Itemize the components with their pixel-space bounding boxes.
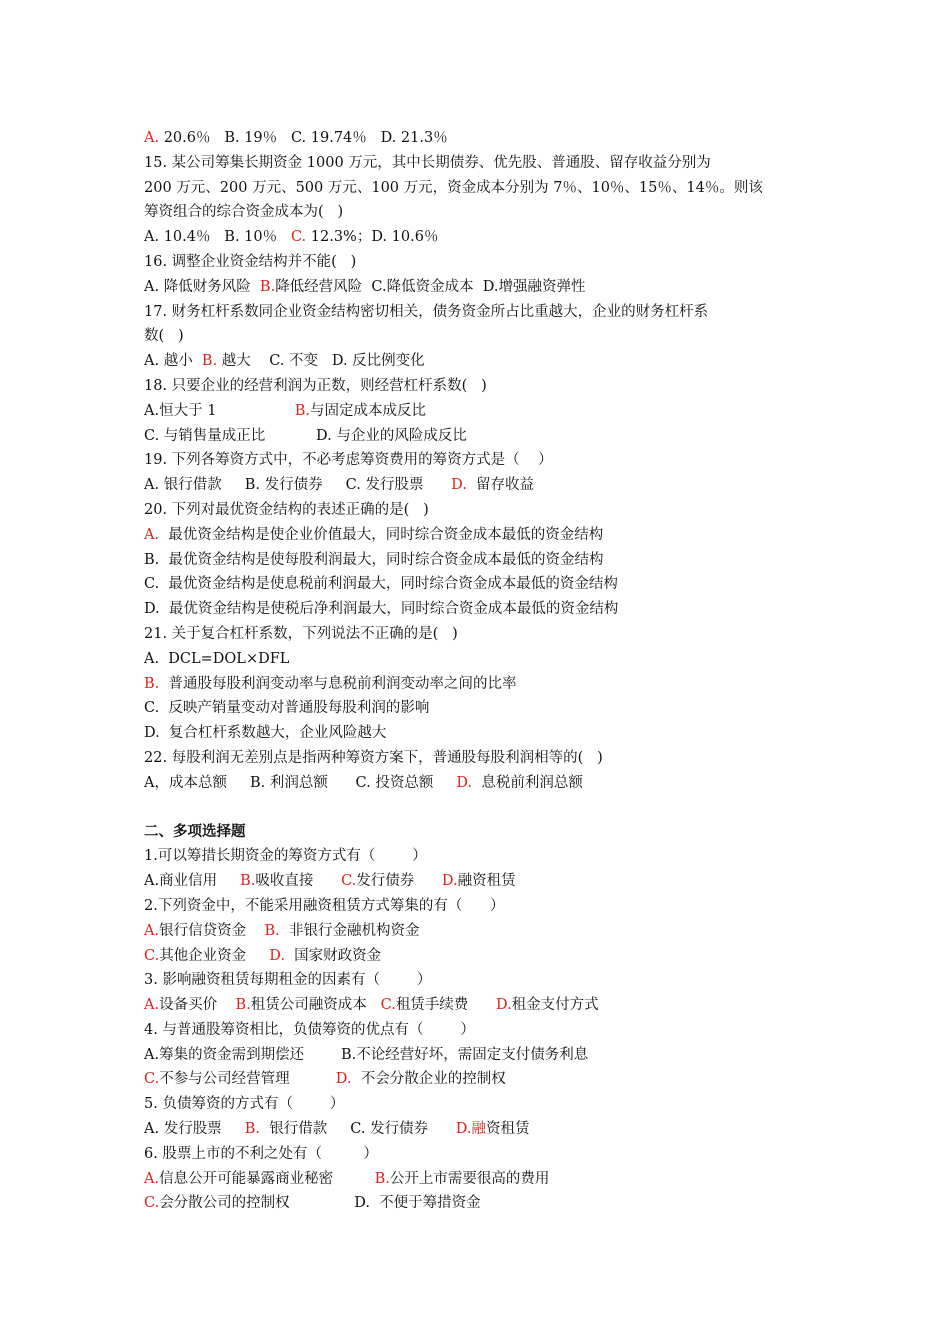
line-text: 普通股每股利润变动率与息税前利润变动率之间的比率 — [159, 675, 517, 692]
answer-marker: B. — [264, 922, 280, 939]
text-line — [144, 1092, 824, 1117]
line-text: A.恒大于 1 — [144, 402, 295, 419]
line-text: 不会分散企业的控制权 — [351, 1071, 506, 1088]
line-text: A，成本总额 B. 利润总额 C. 投资总额 — [144, 774, 457, 791]
line-text: D. 最优资金结构是使税后净利润最大，同时综合资金成本最低的资金结构 — [144, 601, 619, 618]
text-line — [144, 1142, 824, 1167]
line-text: 不参与公司经营管理 — [159, 1071, 336, 1088]
answer-marker: C. — [380, 997, 396, 1014]
line-text: 17. 财务杠杆系数同企业资金结构密切相关，债务资金所占比重越大，企业的财务杠杆系 — [144, 303, 709, 320]
line-text: A. 发行股票 — [144, 1121, 245, 1138]
answer-marker: D. — [495, 997, 512, 1014]
multiple-choice-section — [144, 844, 824, 1216]
answer-marker: C. — [144, 947, 160, 964]
line-text: 息税前利润总额 — [472, 774, 583, 791]
line-text: A.筹集的资金需到期偿还 B.不论经营好坏，需固定支付债务利息 — [144, 1046, 589, 1063]
text-line — [144, 597, 824, 622]
text-line — [144, 448, 824, 473]
text-line — [144, 424, 824, 449]
text-line — [144, 200, 824, 225]
line-text: 资租赁 — [485, 1121, 530, 1138]
text-line — [144, 399, 824, 424]
line-text: 设备买价 — [159, 997, 236, 1014]
line-text: A. 越小 — [144, 353, 202, 370]
line-text: 20.6％ B. 19％ C. 19.74％ D. 21.3％ — [159, 130, 448, 146]
line-text: A. 10.4％ B. 10％ — [144, 229, 291, 246]
text-line — [144, 523, 824, 548]
line-text: 数( ) — [144, 328, 184, 345]
line-text: 会分散公司的控制权 D. 不便于筹措资金 — [159, 1195, 481, 1212]
answer-marker: A. — [144, 922, 160, 939]
line-text: C. 最优资金结构是使息税前利润最大，同时综合资金成本最低的资金结构 — [144, 576, 618, 593]
line-text: 信息公开可能暴露商业秘密 — [159, 1170, 375, 1187]
answer-marker: C. — [341, 873, 357, 890]
text-line — [144, 869, 824, 894]
answer-marker: C. — [144, 1195, 160, 1212]
answer-marker: C. — [144, 1071, 160, 1088]
line-text: 留存收益 — [466, 477, 535, 494]
line-text: 16. 调整企业资金结构并不能( ) — [144, 253, 357, 270]
line-text: 租金支付方式 — [511, 997, 599, 1014]
section-gap — [144, 796, 824, 820]
answer-marker: A. — [144, 526, 160, 543]
line-text: A. DCL=DOL×DFL — [144, 650, 290, 667]
line-text: 2.下列资金中，不能采用融资租赁方式筹集的有（ ） — [144, 897, 505, 914]
text-line — [144, 1117, 824, 1142]
text-line — [144, 894, 824, 919]
line-text: B. 最优资金结构是使每股利润最大，同时综合资金成本最低的资金结构 — [144, 551, 604, 568]
text-line — [144, 498, 824, 523]
text-line — [144, 250, 824, 275]
answer-marker: B. — [201, 353, 218, 370]
line-text: 吸收直接 — [255, 873, 342, 890]
line-text: 公开上市需要很高的费用 — [389, 1170, 550, 1187]
text-line — [144, 647, 824, 672]
answer-marker: C. — [290, 229, 307, 246]
line-text: 18. 只要企业的经营利润为正数，则经营杠杆系数( ) — [144, 377, 487, 394]
line-text: 20. 下列对最优资金结构的表述正确的是( ) — [144, 501, 429, 518]
text-line — [144, 300, 824, 325]
line-text: 国家财政资金 — [284, 947, 382, 964]
text-line — [144, 1018, 824, 1043]
text-line — [144, 968, 824, 993]
answer-marker: A. — [144, 1170, 160, 1187]
text-line — [144, 1167, 824, 1192]
text-line — [144, 572, 824, 597]
line-text: 银行借款 C. 发行债券 — [260, 1121, 456, 1138]
answer-marker: D. — [456, 774, 473, 791]
text-line — [144, 176, 824, 201]
text-line — [144, 844, 824, 869]
text-line — [144, 324, 824, 349]
text-line — [144, 919, 824, 944]
answer-marker: B. — [294, 402, 311, 419]
line-text: 19. 下列各筹资方式中，不必考虑筹资费用的筹资方式是（ ） — [144, 452, 553, 469]
text-line — [144, 993, 824, 1018]
line-text: 1.可以筹措长期资金的筹资方式有（ ） — [144, 848, 427, 865]
text-line — [144, 746, 824, 771]
line-text: 6. 股票上市的不利之处有（ ） — [144, 1145, 378, 1162]
text-line — [144, 349, 824, 374]
text-line — [144, 374, 824, 399]
text-line — [144, 944, 824, 969]
text-line — [144, 696, 824, 721]
single-choice-section — [144, 126, 824, 796]
line-text: A.商业信用 — [144, 873, 241, 890]
line-text: 4. 与普通股筹资相比，负债筹资的优点有（ ） — [144, 1021, 475, 1038]
text-line — [144, 548, 824, 573]
text-line — [144, 771, 824, 796]
line-text: 降低经营风险 C.降低资金成本 D.增强融资弹性 — [275, 278, 586, 295]
line-text: 12.3%；D. 10.6％ — [306, 229, 439, 246]
text-line — [144, 1043, 824, 1068]
line-text: 筹资组合的综合资金成本为( ) — [144, 204, 344, 221]
line-text: 最优资金结构是使企业价值最大，同时综合资金成本最低的资金结构 — [159, 526, 604, 543]
answer-marker: D. — [335, 1071, 352, 1088]
question-list — [144, 126, 824, 1216]
answer-marker: D. — [269, 947, 285, 964]
answer-marker: B. — [240, 873, 256, 890]
text-line — [144, 151, 824, 176]
text-line — [144, 721, 824, 746]
answer-marker: D. — [451, 477, 467, 494]
line-text: 发行债券 — [356, 873, 442, 890]
line-text: 3. 影响融资租赁每期租金的因素有（ ） — [144, 972, 432, 989]
line-text: 租赁手续费 — [395, 997, 496, 1014]
line-text: A. 银行借款 B. 发行债券 C. 发行股票 — [144, 477, 452, 494]
line-text: C. 反映产销量变动对普通股每股利润的影响 — [144, 700, 430, 717]
text-line — [144, 622, 824, 647]
answer-marker: D.融 — [455, 1121, 486, 1138]
line-text: C. 与销售量成正比 D. 与企业的风险成反比 — [144, 427, 467, 444]
line-text: 租赁公司融资成本 — [250, 997, 381, 1014]
answer-marker: B. — [235, 997, 251, 1014]
line-text: 22. 每股利润无差别点是指两种筹资方案下，普通股每股利润相等的( ) — [144, 749, 603, 766]
answer-marker: A. — [144, 130, 160, 146]
text-line — [144, 1067, 824, 1092]
answer-marker: D. — [441, 873, 458, 890]
answer-marker: B. — [244, 1121, 261, 1138]
line-text: 越大 C. 不变 D. 反比例变化 — [217, 353, 425, 370]
text-line — [144, 672, 824, 697]
text-line — [144, 473, 824, 498]
section-title: 二、多项选择题 — [144, 823, 246, 840]
answer-marker: B. — [374, 1170, 390, 1187]
answer-marker: A. — [144, 997, 160, 1014]
text-line — [144, 275, 824, 300]
answer-marker: B. — [259, 278, 276, 295]
line-text: 与固定成本成反比 — [310, 402, 427, 419]
line-text: 21. 关于复合杠杆系数，下列说法不正确的是( ) — [144, 625, 458, 642]
text-line — [144, 126, 824, 151]
line-text: 银行信贷资金 — [159, 922, 265, 939]
line-text: 非银行金融机构资金 — [279, 922, 420, 939]
line-text: 5. 负债筹资的方式有（ ） — [144, 1096, 345, 1113]
line-text: 15. 某公司筹集长期资金 1000 万元，其中长期债券、优先股、普通股、留存收益分别为 — [144, 154, 711, 171]
line-text: 200 万元、200 万元、500 万元、100 万元，资金成本分别为 7％、10％、15％、14％。则该 — [144, 179, 763, 196]
answer-marker: B. — [144, 675, 160, 692]
line-text: D. 复合杠杆系数越大，企业风险越大 — [144, 725, 387, 742]
line-text: A. 降低财务风险 — [144, 278, 260, 295]
line-text: 其他企业资金 — [159, 947, 270, 964]
text-line — [144, 225, 824, 250]
line-text: 融资租赁 — [457, 873, 516, 890]
text-line — [144, 1191, 824, 1216]
